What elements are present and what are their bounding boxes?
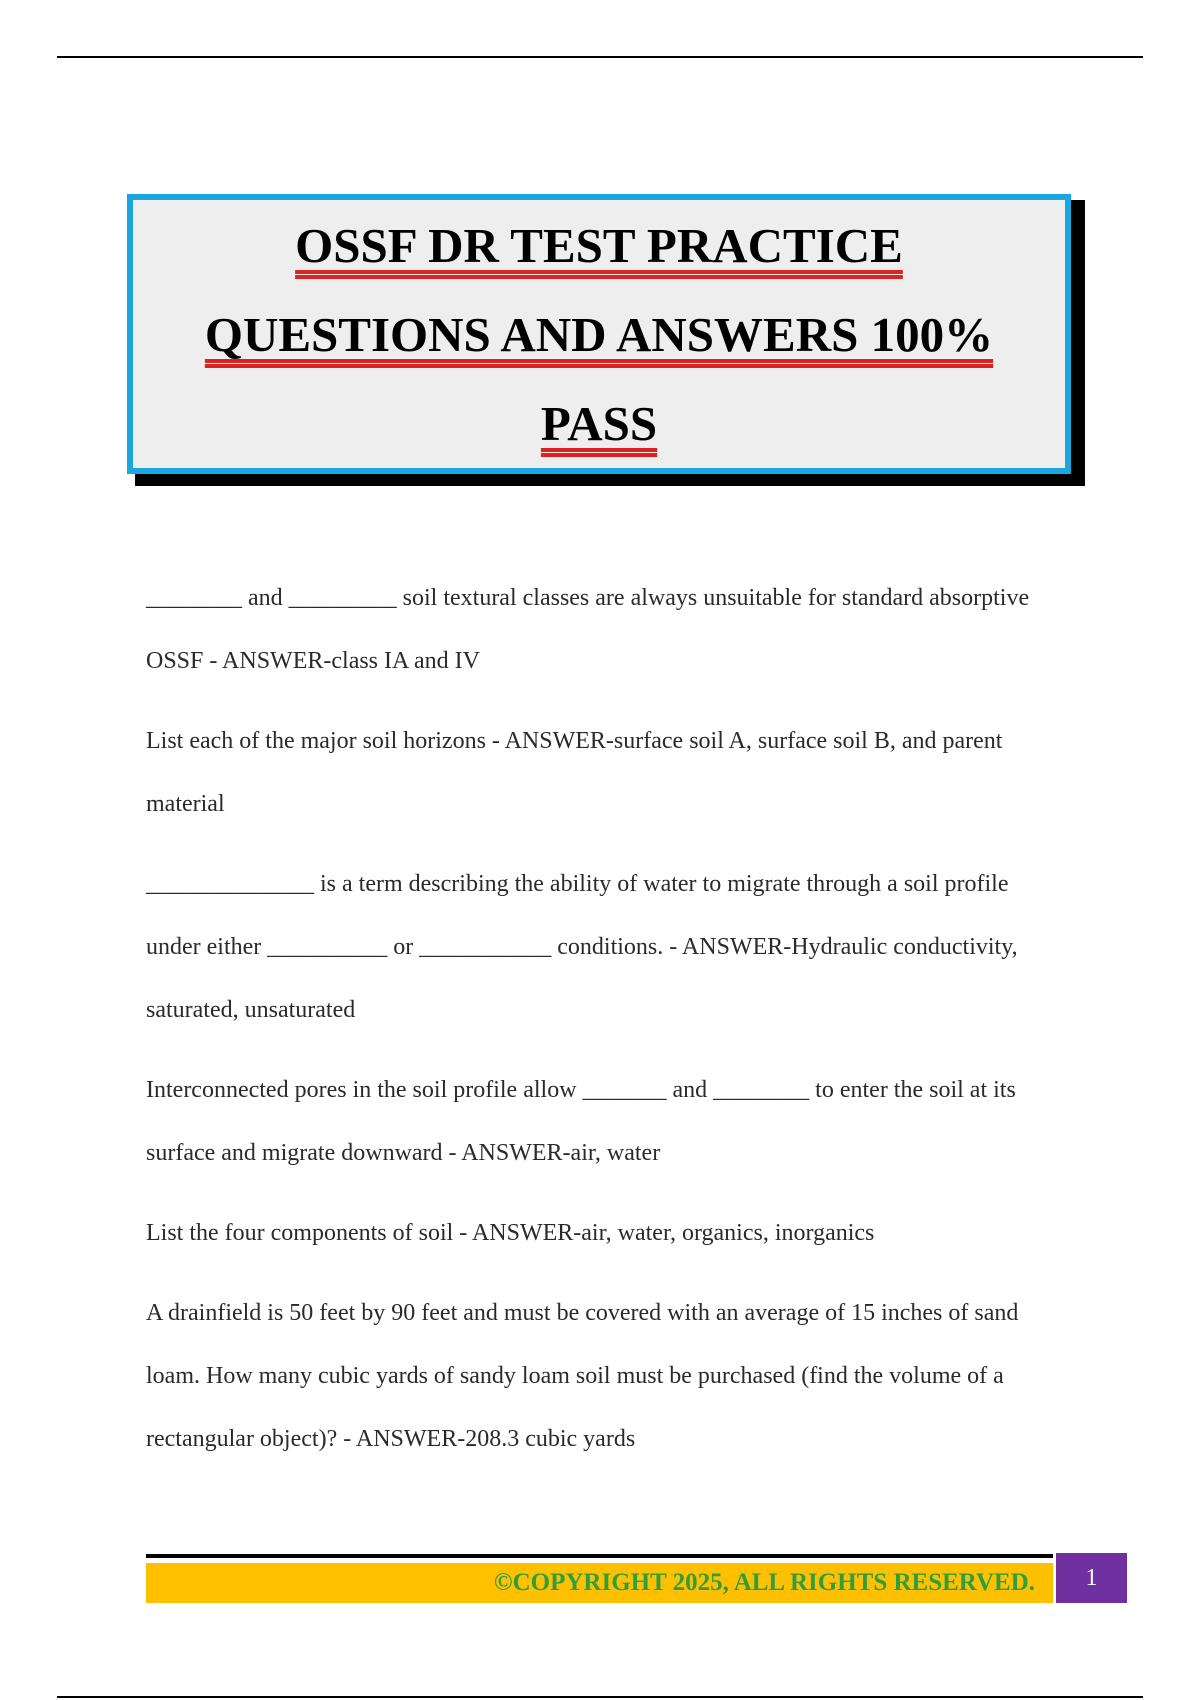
question-5: List the four components of soil - ANSWER-air, water, organics, inorganics <box>146 1220 875 1246</box>
title-line-3: PASS <box>540 395 658 451</box>
title-box <box>127 194 1071 474</box>
title-line-1: OSSF DR TEST PRACTICE <box>295 217 903 273</box>
question-3: ______________ is a term describing the ability of water to migrate through a soil profile under either __________ or ___________ conditions. - ANSWER-Hydraulic conductivity, saturated, unsaturated <box>146 871 1018 1023</box>
title-line-2: QUESTIONS AND ANSWERS 100% <box>204 306 994 362</box>
copyright-text: ©COPYRIGHT 2025, ALL RIGHTS RESERVED. <box>493 1569 1035 1596</box>
question-2: List each of the major soil horizons - ANSWER-surface soil A, surface soil B, and parent material <box>146 728 1003 817</box>
question-1: ________ and _________ soil textural classes are always unsuitable for standard absorptive OSSF - ANSWER-class IA and IV <box>146 585 1030 674</box>
top-rule <box>57 56 1143 58</box>
page-number-box <box>1056 1553 1127 1603</box>
footer-bar <box>146 1563 1053 1603</box>
question-6: A drainfield is 50 feet by 90 feet and must be covered with an average of 15 inches of sand loam. How many cubic yards of sandy loam soil must be purchased (find the volume of a rectangular object)? - ANSWER-208.3 cubic yards <box>146 1300 1019 1452</box>
footer-rule <box>146 1554 1053 1558</box>
question-list <box>146 567 1066 1488</box>
page-number: 1 <box>1085 1564 1098 1591</box>
question-4: Interconnected pores in the soil profile allow _______ and ________ to enter the soil at its surface and migrate downward - ANSWER-air, water <box>146 1077 1016 1166</box>
bottom-rule <box>57 1696 1143 1698</box>
